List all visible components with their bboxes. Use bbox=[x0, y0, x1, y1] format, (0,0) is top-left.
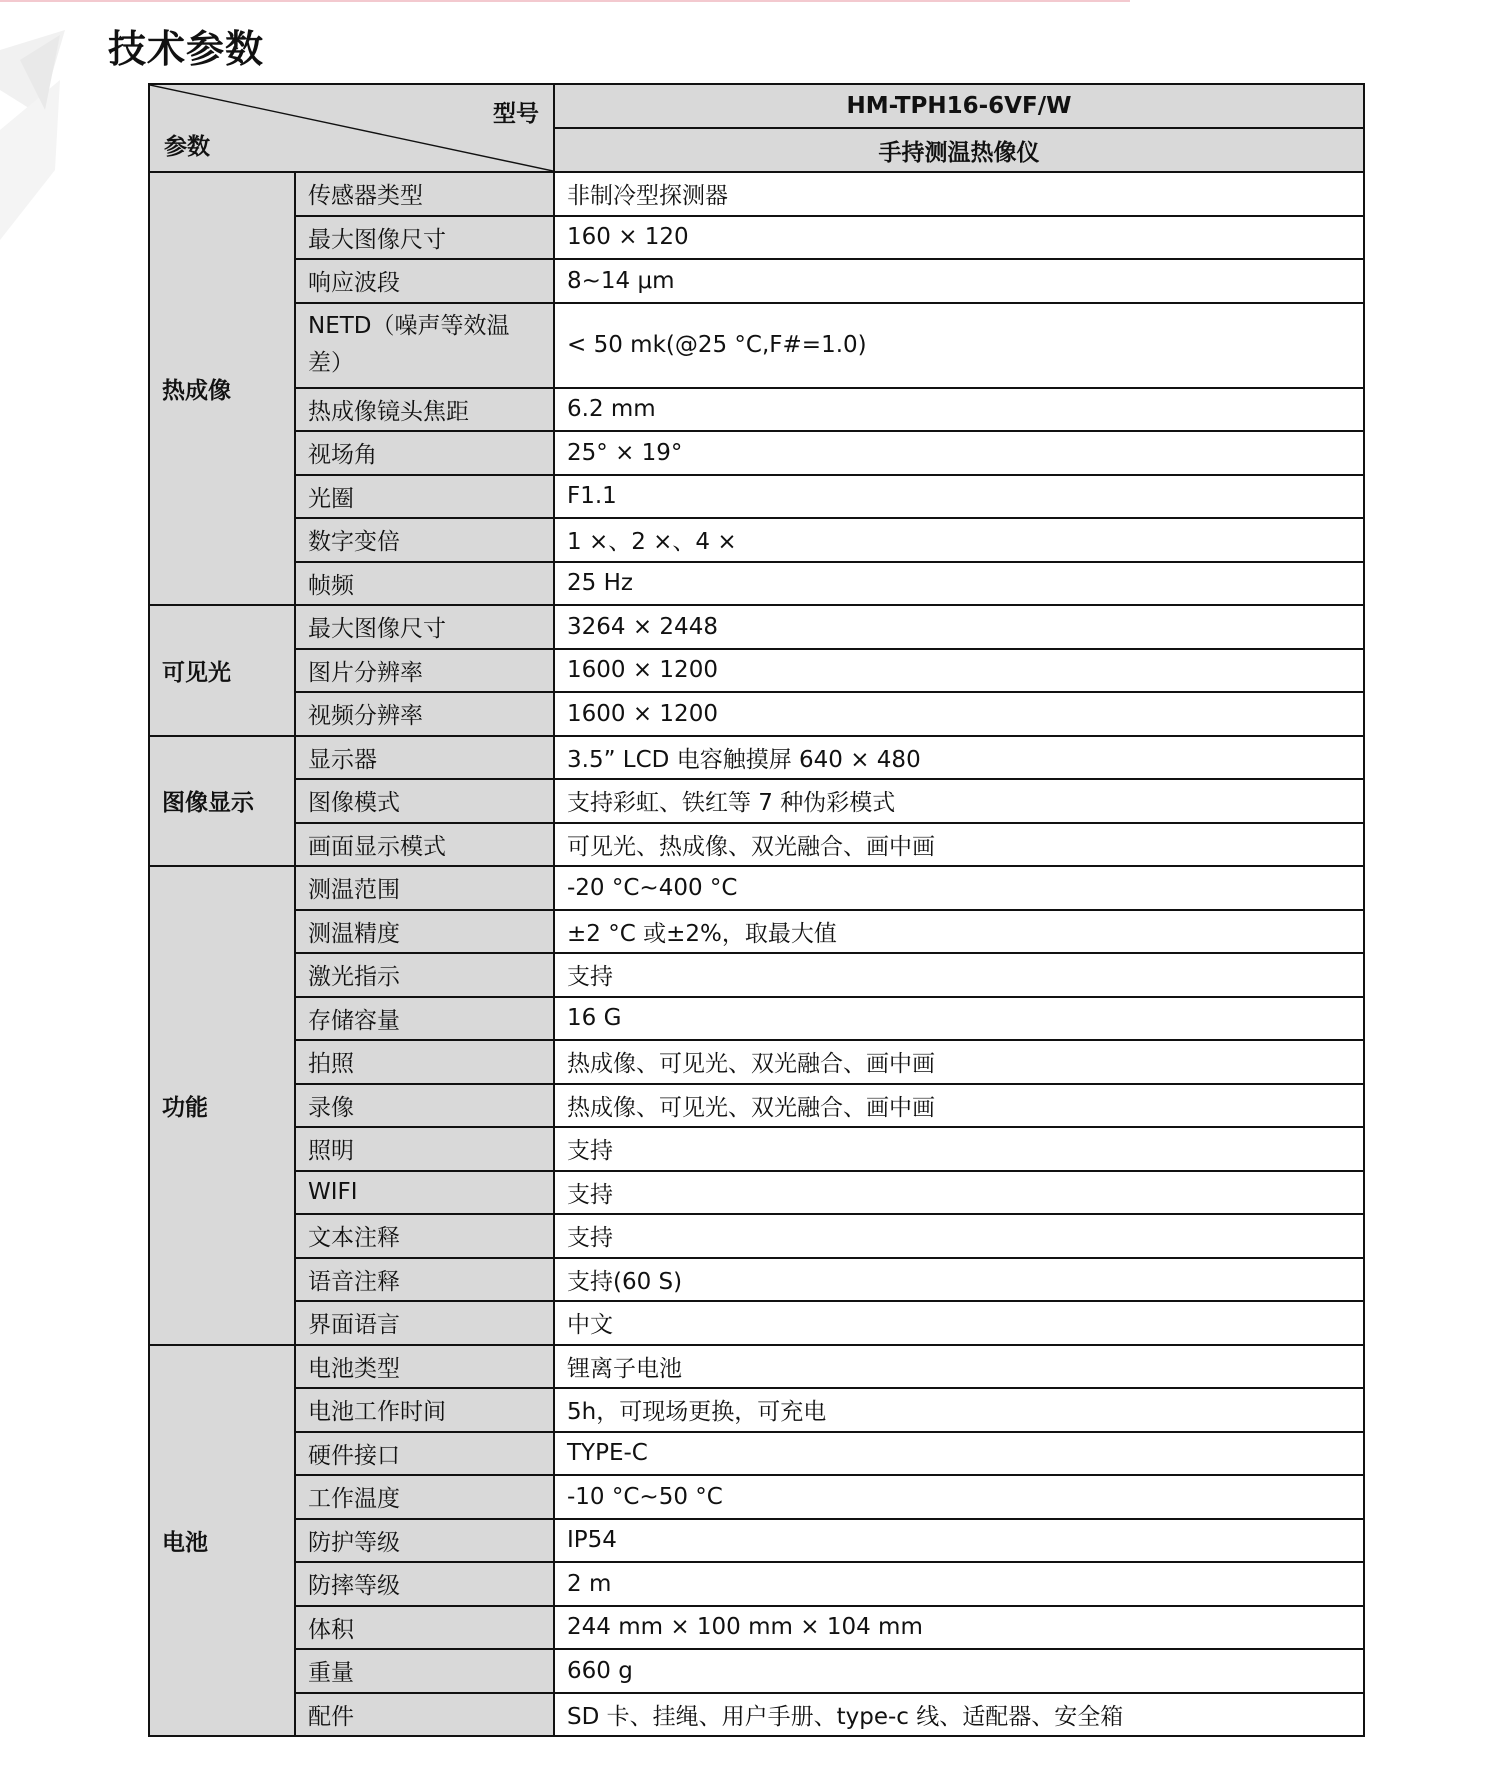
param-label-cell: 防护等级 bbox=[295, 1519, 554, 1563]
param-value-cell: 6.2 mm bbox=[554, 388, 1364, 432]
spec-row bbox=[149, 910, 1364, 954]
param-value-cell: 支持 bbox=[554, 1214, 1364, 1258]
param-value-cell: 可见光、热成像、双光融合、画中画 bbox=[554, 823, 1364, 867]
spec-row bbox=[149, 997, 1364, 1041]
param-value-cell: 5h，可现场更换，可充电 bbox=[554, 1388, 1364, 1432]
param-label-cell: 最大图像尺寸 bbox=[295, 216, 554, 260]
param-value-cell: 25° × 19° bbox=[554, 431, 1364, 475]
spec-row bbox=[149, 1475, 1364, 1519]
product-name: 手持测温热像仪 bbox=[554, 128, 1364, 172]
page-heading: 技术参数 bbox=[108, 27, 265, 71]
category-cell: 图像显示 bbox=[149, 736, 295, 867]
param-label-cell: 防摔等级 bbox=[295, 1562, 554, 1606]
spec-row bbox=[149, 303, 1364, 388]
param-value-cell: 660 g bbox=[554, 1649, 1364, 1693]
spec-row bbox=[149, 1040, 1364, 1084]
param-value-cell: IP54 bbox=[554, 1519, 1364, 1563]
spec-row bbox=[149, 1562, 1364, 1606]
spec-row bbox=[149, 1214, 1364, 1258]
param-label-cell: 图像模式 bbox=[295, 779, 554, 823]
spec-row bbox=[149, 692, 1364, 736]
param-label-cell: 语音注释 bbox=[295, 1258, 554, 1302]
param-value-cell: 热成像、可见光、双光融合、画中画 bbox=[554, 1084, 1364, 1128]
param-value-cell: 支持(60 S) bbox=[554, 1258, 1364, 1302]
param-label-cell: 画面显示模式 bbox=[295, 823, 554, 867]
param-value-cell: 非制冷型探测器 bbox=[554, 172, 1364, 216]
spec-row bbox=[149, 1432, 1364, 1476]
top-divider bbox=[0, 0, 1130, 2]
param-value-cell: 244 mm × 100 mm × 104 mm bbox=[554, 1606, 1364, 1650]
param-value-cell: 2 m bbox=[554, 1562, 1364, 1606]
param-value-cell: -20 °C~400 °C bbox=[554, 866, 1364, 910]
param-value-cell: < 50 mk(@25 °C,F#=1.0) bbox=[554, 303, 1364, 388]
param-value-cell: 支持 bbox=[554, 953, 1364, 997]
param-value-cell: 160 × 120 bbox=[554, 216, 1364, 260]
spec-row bbox=[149, 779, 1364, 823]
param-value-cell: SD 卡、挂绳、用户手册、type-c 线、适配器、安全箱 bbox=[554, 1693, 1364, 1737]
spec-row bbox=[149, 475, 1364, 519]
model-value: HM-TPH16-6VF/W bbox=[554, 84, 1364, 128]
param-label-cell: 光圈 bbox=[295, 475, 554, 519]
spec-row bbox=[149, 388, 1364, 432]
spec-row bbox=[149, 431, 1364, 475]
spec-row bbox=[149, 1171, 1364, 1215]
param-value-cell: 中文 bbox=[554, 1301, 1364, 1345]
param-label-cell: 体积 bbox=[295, 1606, 554, 1650]
spec-row bbox=[149, 1519, 1364, 1563]
spec-row bbox=[149, 1301, 1364, 1345]
param-value-cell: TYPE-C bbox=[554, 1432, 1364, 1476]
param-label-cell: 文本注释 bbox=[295, 1214, 554, 1258]
spec-row bbox=[149, 1127, 1364, 1171]
param-value-cell: ±2 °C 或±2%，取最大值 bbox=[554, 910, 1364, 954]
param-label-cell: 视场角 bbox=[295, 431, 554, 475]
param-label-cell: 视频分辨率 bbox=[295, 692, 554, 736]
param-value-cell: 1 ×、2 ×、4 × bbox=[554, 518, 1364, 562]
spec-row bbox=[149, 172, 1364, 216]
param-label-cell: 照明 bbox=[295, 1127, 554, 1171]
spec-row bbox=[149, 216, 1364, 260]
param-value-cell: 8~14 μm bbox=[554, 259, 1364, 303]
param-label-cell: 重量 bbox=[295, 1649, 554, 1693]
param-label: 参数 bbox=[164, 134, 210, 160]
spec-row bbox=[149, 1258, 1364, 1302]
param-label-cell: 激光指示 bbox=[295, 953, 554, 997]
param-label-cell: 热成像镜头焦距 bbox=[295, 388, 554, 432]
spec-row bbox=[149, 823, 1364, 867]
spec-row bbox=[149, 518, 1364, 562]
param-label-cell: 响应波段 bbox=[295, 259, 554, 303]
param-label-cell: 测温范围 bbox=[295, 866, 554, 910]
spec-row bbox=[149, 1649, 1364, 1693]
param-value-cell: 16 G bbox=[554, 997, 1364, 1041]
spec-table bbox=[148, 83, 1365, 1737]
param-label-cell: 拍照 bbox=[295, 1040, 554, 1084]
param-value-cell: 热成像、可见光、双光融合、画中画 bbox=[554, 1040, 1364, 1084]
param-value-cell: F1.1 bbox=[554, 475, 1364, 519]
param-value-cell: 支持 bbox=[554, 1127, 1364, 1171]
spec-row bbox=[149, 1345, 1364, 1389]
param-label-cell: 图片分辨率 bbox=[295, 649, 554, 693]
spec-row bbox=[149, 562, 1364, 606]
param-value-cell: 锂离子电池 bbox=[554, 1345, 1364, 1389]
param-label-cell: 数字变倍 bbox=[295, 518, 554, 562]
param-label-cell: NETD（噪声等效温差） bbox=[295, 303, 554, 388]
category-cell: 电池 bbox=[149, 1345, 295, 1737]
category-cell: 可见光 bbox=[149, 605, 295, 736]
spec-row bbox=[149, 605, 1364, 649]
spec-row bbox=[149, 736, 1364, 780]
spec-row bbox=[149, 1693, 1364, 1737]
param-label-cell: 显示器 bbox=[295, 736, 554, 780]
param-value-cell: 3264 × 2448 bbox=[554, 605, 1364, 649]
category-cell: 热成像 bbox=[149, 172, 295, 605]
param-value-cell: 1600 × 1200 bbox=[554, 692, 1364, 736]
spec-row bbox=[149, 1084, 1364, 1128]
param-label-cell: 工作温度 bbox=[295, 1475, 554, 1519]
param-label-cell: 配件 bbox=[295, 1693, 554, 1737]
param-label-cell: 电池工作时间 bbox=[295, 1388, 554, 1432]
param-value-cell: 3.5” LCD 电容触摸屏 640 × 480 bbox=[554, 736, 1364, 780]
category-cell: 功能 bbox=[149, 866, 295, 1345]
diagonal-header-cell bbox=[149, 84, 554, 172]
param-label-cell: 传感器类型 bbox=[295, 172, 554, 216]
param-label-cell: 测温精度 bbox=[295, 910, 554, 954]
spec-row bbox=[149, 259, 1364, 303]
param-label-cell: 录像 bbox=[295, 1084, 554, 1128]
param-label-cell: 存储容量 bbox=[295, 997, 554, 1041]
param-label-cell: 界面语言 bbox=[295, 1301, 554, 1345]
spec-row bbox=[149, 953, 1364, 997]
param-value-cell: 支持彩虹、铁红等 7 种伪彩模式 bbox=[554, 779, 1364, 823]
param-label-cell: WIFI bbox=[295, 1171, 554, 1215]
param-value-cell: 支持 bbox=[554, 1171, 1364, 1215]
param-value-cell: 1600 × 1200 bbox=[554, 649, 1364, 693]
param-label-cell: 硬件接口 bbox=[295, 1432, 554, 1476]
param-label-cell: 帧频 bbox=[295, 562, 554, 606]
spec-row bbox=[149, 866, 1364, 910]
spec-row bbox=[149, 1606, 1364, 1650]
param-value-cell: -10 °C~50 °C bbox=[554, 1475, 1364, 1519]
param-label-cell: 最大图像尺寸 bbox=[295, 605, 554, 649]
brand-watermark-graphic bbox=[0, 20, 80, 240]
param-label-cell: 电池类型 bbox=[295, 1345, 554, 1389]
spec-row bbox=[149, 1388, 1364, 1432]
model-label: 型号 bbox=[493, 101, 539, 127]
header-row-model bbox=[149, 84, 1364, 128]
spec-row bbox=[149, 649, 1364, 693]
param-value-cell: 25 Hz bbox=[554, 562, 1364, 606]
